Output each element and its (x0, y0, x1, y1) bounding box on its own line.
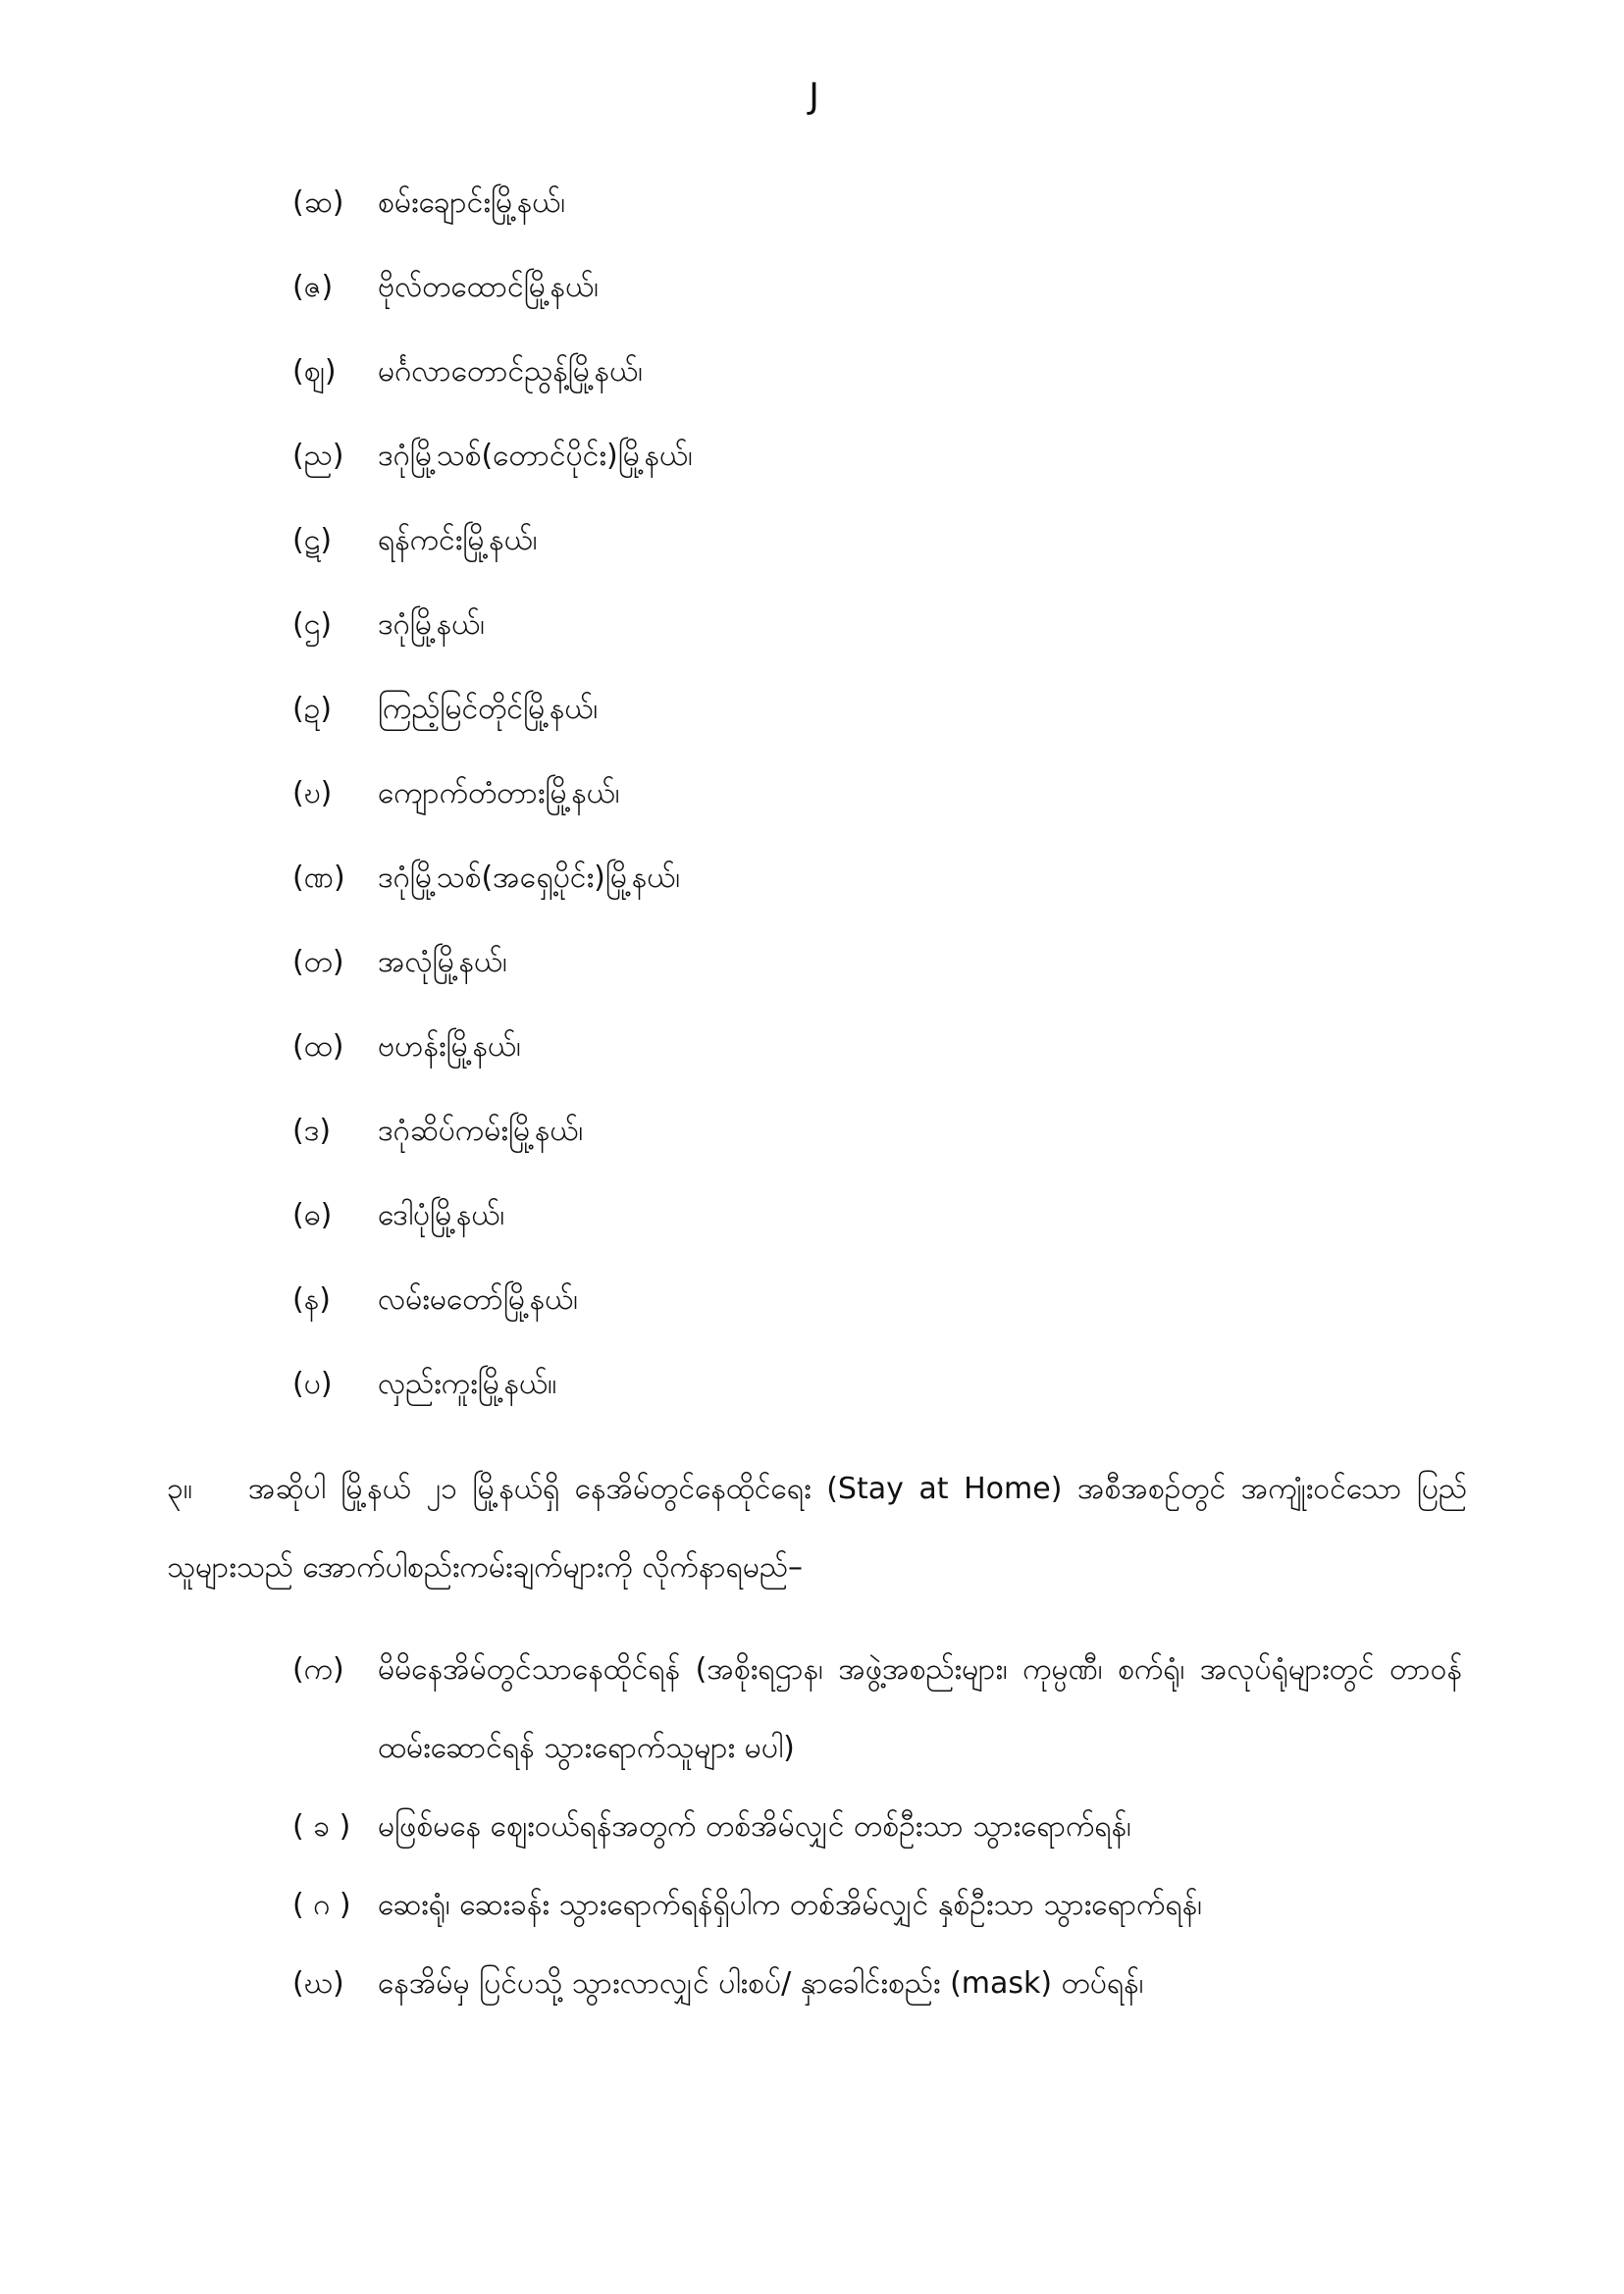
list-item-label: (ပ) (292, 1367, 333, 1401)
list-item (0, 1631, 1624, 1788)
list-item-label: (ဃ) (292, 1966, 344, 2001)
paragraph-3 (167, 1450, 1467, 1607)
rule-text: မဖြစ်မနေ ဈေးဝယ်ရန်အတွက် တစ်အိမ်လျှင် တစ်ဦးသာ သွားရောက်ရန်၊ (378, 1809, 1131, 1844)
list-item (0, 182, 1624, 267)
rule-text: ဆေးရုံ၊ ဆေးခန်း သွားရောက်ရန်ရှိပါက တစ်အိမ်လျှင် နှစ်ဦးသာ သွားရောက်ရန်၊ (378, 1888, 1203, 1922)
list-item (0, 1866, 1624, 1945)
list-item (0, 1279, 1624, 1364)
township-name: ကြည့်မြင်တိုင်မြို့နယ်၊ (378, 692, 599, 726)
list-item-label: (တ) (292, 945, 344, 979)
list-item (0, 689, 1624, 773)
township-name: ဒေါပုံမြို့နယ်၊ (378, 1198, 505, 1232)
list-item (0, 1945, 1624, 2023)
list-item-label: ( ခ ) (292, 1809, 351, 1844)
paragraph-text: အဆိုပါ မြို့နယ် ၂၁ မြို့နယ်ရှိ နေအိမ်တွင်နေထိုင်ရေး (Stay at Home) အစီအစဉ်တွင် အကျုံးဝင်သော ပြည်သူများသည် အောက်ပါစည်းကမ်းချက်များကို လိုက်နာရမည်– (167, 1472, 1468, 1585)
township-name: ရန်ကင်းမြို့နယ်၊ (378, 523, 538, 557)
township-name: ဒဂုံမြို့သစ်(တောင်ပိုင်း)မြို့နယ်၊ (378, 439, 693, 473)
township-name: မင်္ဂလာတောင်ညွန့်မြို့နယ်၊ (378, 354, 643, 389)
list-item-label: (ဓ) (292, 1198, 333, 1232)
township-name: ဒဂုံမြို့သစ်(အရှေ့ပိုင်း)မြို့နယ်၊ (378, 860, 681, 895)
rules-list (0, 1631, 1624, 2023)
township-name: ဗိုလ်တထောင်မြို့နယ်၊ (378, 270, 599, 304)
paragraph-number: ၃။ (167, 1472, 192, 1506)
list-item (0, 1026, 1624, 1111)
list-item-label: (က) (292, 1652, 344, 1687)
list-item-label: (ဌ) (292, 607, 333, 642)
list-item-label: (ဋ) (292, 523, 333, 557)
list-item-label: (ဒ) (292, 1114, 332, 1148)
township-list (0, 182, 1624, 1448)
list-item-label: (ဇ) (292, 270, 334, 304)
list-item (0, 267, 1624, 351)
list-item (0, 1195, 1624, 1279)
list-item-label: ( ဂ ) (292, 1888, 351, 1922)
township-name: ကျောက်တံတားမြို့နယ်၊ (378, 776, 620, 810)
list-item-label: (ဈ) (292, 354, 337, 389)
township-name: လမ်းမတော်မြို့နယ်၊ (378, 1282, 579, 1317)
list-item-label: (ထ) (292, 1029, 344, 1064)
list-item (0, 942, 1624, 1026)
township-name: ဒဂုံဆိပ်ကမ်းမြို့နယ်၊ (378, 1114, 584, 1148)
rule-text: မိမိနေအိမ်တွင်သာနေထိုင်ရန် (အစိုးရဌာန၊ အဖွဲ့အစည်းများ၊ ကုမ္ပဏီ၊ စက်ရုံ၊ အလုပ်ရုံများတွင် တာဝန်ထမ်းဆောင်ရန် သွားရောက်သူများ မပါ) (378, 1652, 1462, 1765)
page-number: J (809, 77, 820, 117)
rule-text: နေအိမ်မှ ပြင်ပသို့ သွားလာလျှင် ပါးစပ်/ နှာခေါင်းစည်း (mask) တပ်ရန်၊ (378, 1966, 1144, 2001)
list-item (0, 1364, 1624, 1448)
township-name: စမ်းချောင်းမြို့နယ်၊ (378, 185, 566, 220)
list-item (0, 773, 1624, 858)
list-item-label: (ည) (292, 439, 344, 473)
list-item (0, 604, 1624, 689)
list-item-label: (ဎ) (292, 776, 333, 810)
list-item-label: (န) (292, 1282, 331, 1317)
list-item (0, 858, 1624, 942)
list-item (0, 436, 1624, 520)
township-name: အလုံမြို့နယ်၊ (378, 945, 507, 979)
list-item (0, 1788, 1624, 1866)
list-item-label: (ဆ) (292, 185, 344, 220)
list-item (0, 520, 1624, 604)
list-item-label: (ဏ) (292, 860, 345, 895)
list-item (0, 351, 1624, 436)
list-item-label: (ဍ) (292, 692, 333, 726)
township-name: ဗဟန်းမြို့နယ်၊ (378, 1029, 521, 1064)
list-item (0, 1111, 1624, 1195)
township-name: ဒဂုံမြို့နယ်၊ (378, 607, 485, 642)
township-name: လှည်းကူးမြို့နယ်။ (378, 1367, 557, 1401)
